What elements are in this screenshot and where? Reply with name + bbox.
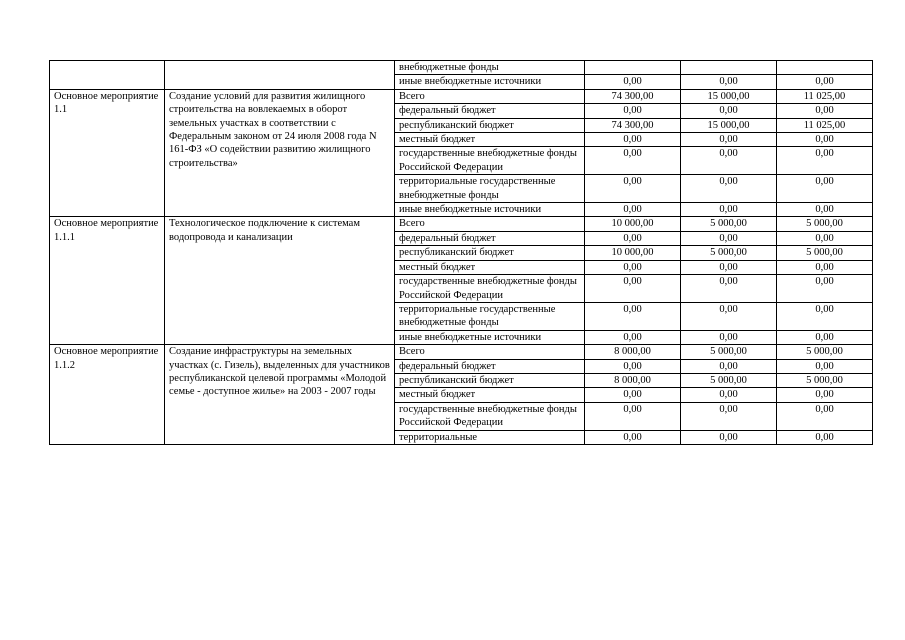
value-cell: 0,00 bbox=[585, 231, 681, 245]
value-cell: 0,00 bbox=[585, 203, 681, 217]
value-cell: 0,00 bbox=[777, 75, 873, 89]
measure-name-cell: Технологическое подключение к системам водопровода и канализации bbox=[165, 217, 395, 345]
budget-table bbox=[49, 60, 873, 445]
funding-source-cell: федеральный бюджет bbox=[395, 104, 585, 118]
measure-code-cell bbox=[50, 61, 165, 90]
value-cell: 0,00 bbox=[777, 275, 873, 303]
value-cell: 0,00 bbox=[585, 133, 681, 147]
value-cell: 10 000,00 bbox=[585, 217, 681, 231]
value-cell: 0,00 bbox=[681, 275, 777, 303]
value-cell: 0,00 bbox=[585, 104, 681, 118]
value-cell: 0,00 bbox=[585, 402, 681, 430]
funding-source-cell: иные внебюджетные источники bbox=[395, 75, 585, 89]
budget-table-body bbox=[50, 61, 873, 445]
value-cell: 0,00 bbox=[585, 75, 681, 89]
table-row bbox=[50, 61, 873, 75]
funding-source-cell: внебюджетные фонды bbox=[395, 61, 585, 75]
funding-source-cell: федеральный бюджет bbox=[395, 359, 585, 373]
funding-source-cell: местный бюджет bbox=[395, 260, 585, 274]
funding-source-cell: местный бюджет bbox=[395, 388, 585, 402]
value-cell: 10 000,00 bbox=[585, 246, 681, 260]
value-cell: 5 000,00 bbox=[681, 217, 777, 231]
value-cell: 0,00 bbox=[681, 231, 777, 245]
value-cell: 0,00 bbox=[681, 133, 777, 147]
value-cell: 5 000,00 bbox=[777, 217, 873, 231]
value-cell: 5 000,00 bbox=[681, 345, 777, 359]
value-cell: 5 000,00 bbox=[777, 373, 873, 387]
value-cell: 0,00 bbox=[585, 430, 681, 444]
value-cell: 0,00 bbox=[681, 388, 777, 402]
value-cell: 5 000,00 bbox=[681, 246, 777, 260]
funding-source-cell: республиканский бюджет bbox=[395, 118, 585, 132]
measure-code-cell: Основное мероприятие 1.1.1 bbox=[50, 217, 165, 345]
funding-source-cell: иные внебюджетные источники bbox=[395, 203, 585, 217]
value-cell bbox=[681, 61, 777, 75]
funding-source-cell: территориальные государственные внебюджетные фонды bbox=[395, 175, 585, 203]
value-cell: 0,00 bbox=[585, 275, 681, 303]
value-cell: 0,00 bbox=[681, 359, 777, 373]
value-cell: 0,00 bbox=[681, 260, 777, 274]
value-cell: 5 000,00 bbox=[777, 345, 873, 359]
value-cell: 0,00 bbox=[681, 175, 777, 203]
value-cell: 0,00 bbox=[777, 430, 873, 444]
value-cell: 5 000,00 bbox=[777, 246, 873, 260]
value-cell: 0,00 bbox=[585, 302, 681, 330]
funding-source-cell: Всего bbox=[395, 345, 585, 359]
value-cell: 0,00 bbox=[681, 330, 777, 344]
value-cell: 0,00 bbox=[777, 133, 873, 147]
funding-source-cell: Всего bbox=[395, 217, 585, 231]
value-cell: 0,00 bbox=[777, 330, 873, 344]
value-cell: 0,00 bbox=[777, 302, 873, 330]
value-cell: 0,00 bbox=[777, 260, 873, 274]
value-cell: 15 000,00 bbox=[681, 118, 777, 132]
measure-name-cell bbox=[165, 61, 395, 90]
value-cell: 0,00 bbox=[585, 388, 681, 402]
value-cell: 0,00 bbox=[777, 203, 873, 217]
table-row bbox=[50, 89, 873, 103]
value-cell: 0,00 bbox=[681, 147, 777, 175]
value-cell: 0,00 bbox=[681, 75, 777, 89]
value-cell: 0,00 bbox=[777, 402, 873, 430]
measure-name-cell: Создание условий для развития жилищного строительства на вовлекаемых в оборот земельных участках в соответствии с Федеральным законом от 24 июля 2008 года N 161-ФЗ «О содействии развитию жилищного строительства» bbox=[165, 89, 395, 217]
value-cell: 0,00 bbox=[585, 175, 681, 203]
funding-source-cell: местный бюджет bbox=[395, 133, 585, 147]
value-cell: 0,00 bbox=[681, 203, 777, 217]
value-cell: 0,00 bbox=[585, 260, 681, 274]
value-cell: 8 000,00 bbox=[585, 373, 681, 387]
value-cell: 0,00 bbox=[681, 402, 777, 430]
value-cell: 0,00 bbox=[777, 104, 873, 118]
funding-source-cell: территориальные bbox=[395, 430, 585, 444]
value-cell bbox=[777, 61, 873, 75]
funding-source-cell: республиканский бюджет bbox=[395, 373, 585, 387]
table-row bbox=[50, 217, 873, 231]
value-cell: 74 300,00 bbox=[585, 118, 681, 132]
value-cell: 74 300,00 bbox=[585, 89, 681, 103]
value-cell: 0,00 bbox=[681, 430, 777, 444]
measure-name-cell: Создание инфраструктуры на земельных участках (с. Гизель), выделенных для участников республиканской целевой программы «Молодой семье - доступное жилье» на 2003 - 2007 годы bbox=[165, 345, 395, 445]
value-cell: 0,00 bbox=[681, 302, 777, 330]
funding-source-cell: иные внебюджетные источники bbox=[395, 330, 585, 344]
funding-source-cell: федеральный бюджет bbox=[395, 231, 585, 245]
table-row bbox=[50, 345, 873, 359]
value-cell bbox=[585, 61, 681, 75]
measure-code-cell: Основное мероприятие 1.1.2 bbox=[50, 345, 165, 445]
value-cell: 0,00 bbox=[585, 330, 681, 344]
value-cell: 0,00 bbox=[777, 175, 873, 203]
funding-source-cell: Всего bbox=[395, 89, 585, 103]
value-cell: 0,00 bbox=[777, 231, 873, 245]
funding-source-cell: республиканский бюджет bbox=[395, 246, 585, 260]
value-cell: 15 000,00 bbox=[681, 89, 777, 103]
value-cell: 8 000,00 bbox=[585, 345, 681, 359]
value-cell: 0,00 bbox=[777, 147, 873, 175]
value-cell: 0,00 bbox=[585, 147, 681, 175]
measure-code-cell: Основное мероприятие 1.1 bbox=[50, 89, 165, 217]
value-cell: 11 025,00 bbox=[777, 118, 873, 132]
funding-source-cell: государственные внебюджетные фонды Российской Федерации bbox=[395, 147, 585, 175]
value-cell: 0,00 bbox=[777, 388, 873, 402]
funding-source-cell: территориальные государственные внебюджетные фонды bbox=[395, 302, 585, 330]
value-cell: 0,00 bbox=[585, 359, 681, 373]
value-cell: 0,00 bbox=[681, 104, 777, 118]
value-cell: 5 000,00 bbox=[681, 373, 777, 387]
value-cell: 11 025,00 bbox=[777, 89, 873, 103]
funding-source-cell: государственные внебюджетные фонды Российской Федерации bbox=[395, 275, 585, 303]
funding-source-cell: государственные внебюджетные фонды Российской Федерации bbox=[395, 402, 585, 430]
value-cell: 0,00 bbox=[777, 359, 873, 373]
